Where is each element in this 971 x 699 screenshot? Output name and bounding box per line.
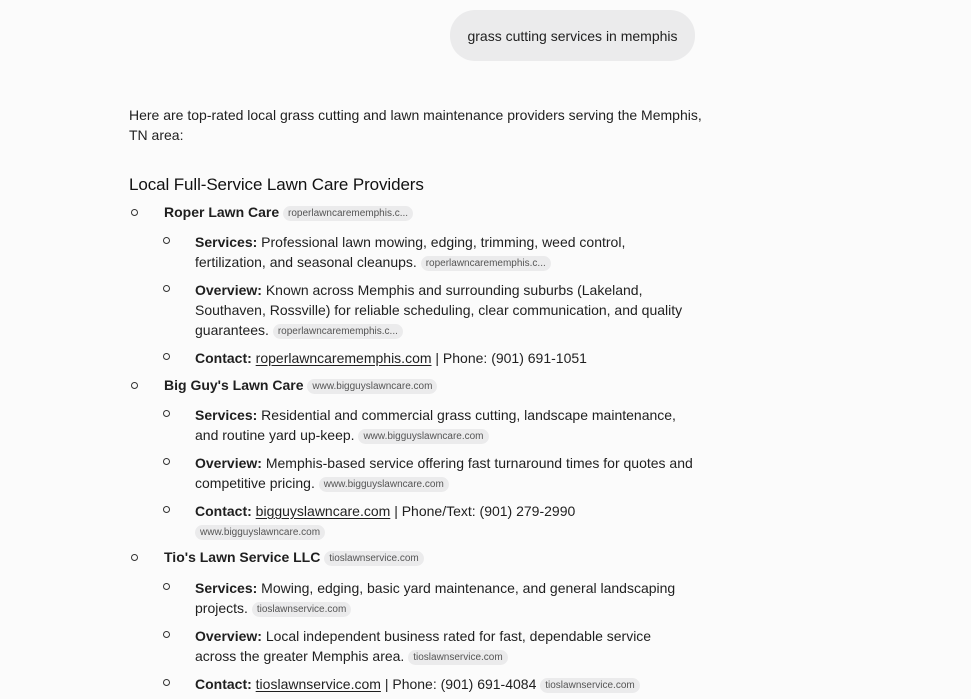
contact-label: Contact:	[195, 503, 252, 519]
source-chip[interactable]: tioslawnservice.com	[324, 551, 423, 566]
list-bullet	[163, 506, 170, 513]
contact-text	[195, 348, 695, 368]
list-bullet	[163, 631, 170, 638]
source-chip[interactable]: tioslawnservice.com	[540, 678, 639, 693]
website-link[interactable]: roperlawncarememphis.com	[255, 350, 432, 366]
overview-description: Known across Memphis and surrounding suburbs (Lakeland, Southaven, Rossville) for reliable scheduling, clear communication, and quality guarantees.	[195, 282, 683, 338]
services-label: Services:	[195, 234, 258, 250]
services-text	[195, 405, 695, 445]
provider-name-line	[164, 377, 437, 394]
services-label: Services:	[195, 580, 258, 596]
list-bullet	[163, 353, 170, 360]
website-link[interactable]: bigguyslawncare.com	[255, 503, 391, 519]
overview-label: Overview:	[195, 628, 262, 644]
user-query-bubble	[450, 10, 695, 61]
list-bullet	[131, 209, 138, 216]
list-bullet	[163, 410, 170, 417]
overview-description: Local independent business rated for fast, dependable service across the greater Memphis area.	[195, 628, 652, 664]
source-chip[interactable]: roperlawncarememphis.c...	[421, 256, 551, 271]
source-chip[interactable]: www.bigguyslawncare.com	[307, 379, 437, 394]
assistant-response	[129, 105, 704, 692]
source-chip[interactable]: www.bigguyslawncare.com	[319, 477, 449, 492]
source-chip[interactable]: tioslawnservice.com	[252, 602, 351, 617]
list-bullet	[163, 679, 170, 686]
phone-text: | Phone: (901) 691-4084	[384, 676, 537, 692]
source-chip[interactable]: roperlawncarememphis.c...	[283, 206, 413, 221]
phone-text: | Phone/Text: (901) 279-2990	[394, 503, 576, 519]
overview-text	[195, 453, 695, 493]
contact-text	[195, 501, 695, 541]
provider-name-line	[164, 549, 424, 566]
list-bullet	[131, 382, 138, 389]
overview-label: Overview:	[195, 282, 262, 298]
overview-text	[195, 280, 695, 340]
contact-label: Contact:	[195, 350, 252, 366]
provider-name: Big Guy's Lawn Care	[164, 377, 304, 393]
services-text	[195, 232, 695, 272]
list-bullet	[163, 458, 170, 465]
overview-text	[195, 626, 695, 666]
services-description: Residential and commercial grass cutting, landscape maintenance, and routine yard up-keep.	[195, 407, 676, 443]
contact-label: Contact:	[195, 676, 252, 692]
source-chip[interactable]: www.bigguyslawncare.com	[358, 429, 488, 444]
website-link[interactable]: tioslawnservice.com	[255, 676, 381, 692]
contact-text	[195, 674, 695, 694]
overview-description: Memphis-based service offering fast turnaround times for quotes and competitive pricing.	[195, 455, 693, 491]
source-chip[interactable]: tioslawnservice.com	[408, 650, 507, 665]
provider-name: Roper Lawn Care	[164, 204, 280, 220]
services-text	[195, 578, 695, 618]
services-description: Professional lawn mowing, edging, trimming, weed control, fertilization, and seasonal cleanups.	[195, 234, 626, 270]
intro-paragraph: Here are top-rated local grass cutting and lawn maintenance providers serving the Memphis, TN area:	[129, 107, 702, 143]
section-heading: Local Full-Service Lawn Care Providers	[129, 175, 424, 194]
source-chip[interactable]: roperlawncarememphis.c...	[273, 324, 403, 339]
list-bullet	[131, 554, 138, 561]
source-chip[interactable]: www.bigguyslawncare.com	[195, 525, 325, 540]
provider-name: Tio's Lawn Service LLC	[164, 549, 321, 565]
list-bullet	[163, 237, 170, 244]
list-bullet	[163, 583, 170, 590]
list-bullet	[163, 285, 170, 292]
overview-label: Overview:	[195, 455, 262, 471]
phone-text: | Phone: (901) 691-1051	[435, 350, 587, 366]
services-description: Mowing, edging, basic yard maintenance, and general landscaping projects.	[195, 580, 676, 616]
user-query-text: grass cutting services in memphis	[467, 27, 678, 44]
services-label: Services:	[195, 407, 258, 423]
provider-name-line	[164, 204, 413, 221]
